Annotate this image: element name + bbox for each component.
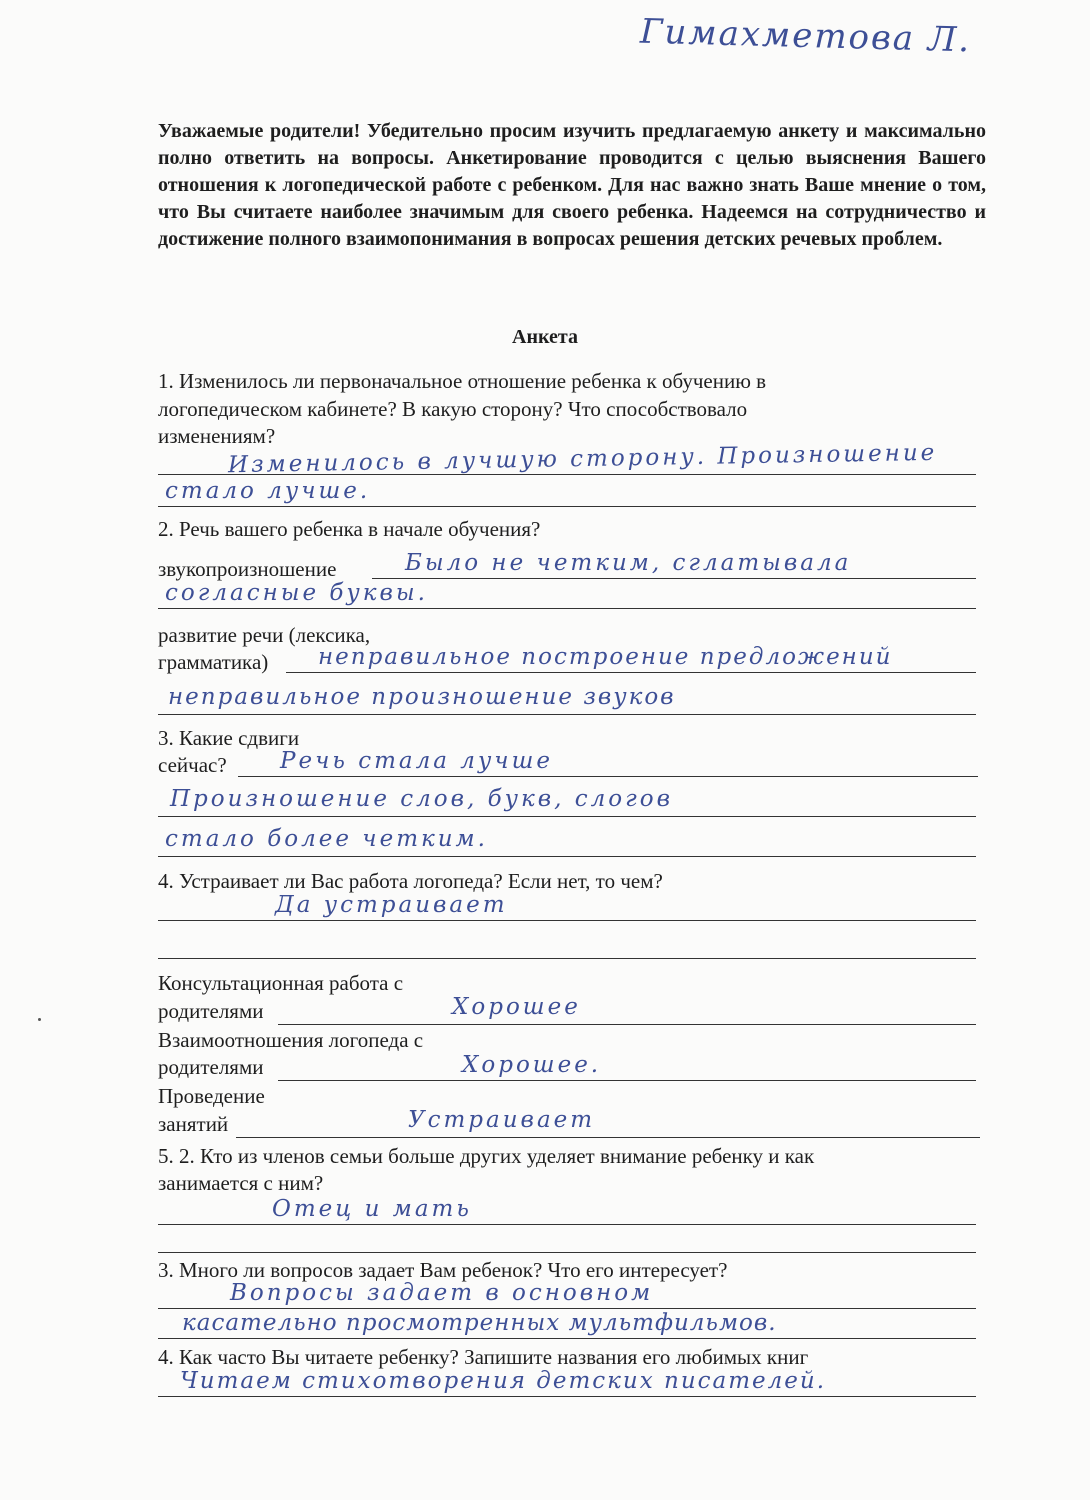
q6-answer-2: касательно просмотренных мультфильмов.	[182, 1310, 777, 1336]
q5-answer-line-2	[158, 1252, 976, 1253]
consult-label-2: родителями	[158, 999, 264, 1023]
q3-line-3	[158, 856, 976, 857]
consult-line	[278, 1024, 976, 1025]
q3-answer-1: Речь стала лучше	[280, 748, 553, 774]
q2-sound-answer-2: согласные буквы.	[165, 580, 428, 606]
q6-question: 3. Много ли вопросов задает Вам ребенок? Что его интересует?	[158, 1258, 728, 1282]
q3-answer-3: стало более четким.	[165, 826, 488, 852]
relations-line	[278, 1080, 976, 1081]
q3-label-2: сейчас?	[158, 753, 227, 777]
q1-line1: 1. Изменилось ли первоначальное отношение ребенка к обучению в	[158, 369, 767, 393]
q2-sound-answer-1: Было не четким, сглатывала	[405, 550, 852, 576]
lessons-line	[236, 1137, 980, 1138]
intro-paragraph: Уважаемые родители! Убедительно просим изучить предлагаемую анкету и максимально полно ответить на вопросы. Анкетирование проводится с целью выяснения Вашего отношения к логопедической работе с ребенком. Для нас важно знать Ваше мнение о том, что Вы считаете наиболее значимым для своего ребенка. Надеемся на сотрудничество и достижение полного взаимопонимания в вопросах решения детских речевых проблем.	[158, 120, 986, 250]
q2-dev-answer-1: неправильное построение предложений	[318, 644, 893, 670]
q2-dev-label-1: развитие речи (лексика,	[158, 623, 371, 647]
q1-line3: изменениям?	[158, 424, 276, 448]
q3-line-2	[158, 816, 976, 817]
q5-answer-1: Отец и мать	[272, 1196, 472, 1222]
q2-dev-line-2	[158, 714, 976, 715]
q3-answer-2: Произношение слов, букв, слогов	[170, 786, 674, 812]
handwritten-name: Гимахметова Л.	[639, 11, 972, 61]
q3-line-1	[238, 776, 978, 777]
q2-dev-label-2: грамматика)	[158, 650, 269, 674]
q5-line1: 5. 2. Кто из членов семьи больше других уделяет внимание ребенку и как	[158, 1144, 815, 1168]
q5-answer-line-1	[158, 1224, 976, 1225]
scan-speck	[38, 1018, 41, 1021]
q2-sound-line-1	[372, 578, 976, 579]
q2-sound-label: звукопроизношение	[158, 557, 337, 581]
lessons-label-2: занятий	[158, 1112, 229, 1136]
lessons-label-1: Проведение	[158, 1084, 265, 1108]
q7-answer-line-1	[158, 1396, 976, 1397]
q7-question: 4. Как часто Вы читаете ребенку? Запишите названия его любимых книг	[158, 1345, 809, 1369]
q1-line2: логопедическом кабинете? В какую сторону? Что способствовало	[158, 397, 748, 421]
q4-line-2	[158, 958, 976, 959]
q6-answer-line-2	[158, 1338, 976, 1339]
q1-answer-line-2	[158, 506, 976, 507]
q4-answer-1: Да устраивает	[275, 892, 508, 918]
q1-answer-2: стало лучше.	[165, 478, 371, 504]
q2-dev-line-1	[286, 672, 976, 673]
relations-answer: Хорошее.	[462, 1052, 602, 1078]
lessons-answer: Устраивает	[408, 1107, 596, 1133]
q3-label-1: 3. Какие сдвиги	[158, 726, 300, 750]
form-title: Анкета	[512, 326, 578, 348]
q4-line-1	[158, 920, 976, 921]
q5-line2: занимается с ним?	[158, 1171, 324, 1195]
relations-label-1: Взаимоотношения логопеда с	[158, 1028, 424, 1052]
consult-label-1: Консультационная работа с	[158, 971, 404, 995]
q1-answer-1: Изменилось в лучшую сторону. Произношение	[227, 439, 938, 479]
consult-answer: Хорошее	[452, 994, 581, 1020]
q4-question: 4. Устраивает ли Вас работа логопеда? Если нет, то чем?	[158, 869, 663, 893]
relations-label-2: родителями	[158, 1055, 264, 1079]
q2-dev-answer-2: неправильное произношение звуков	[168, 684, 676, 710]
q6-answer-line-1	[158, 1308, 976, 1309]
q2-question: 2. Речь вашего ребенка в начале обучения?	[158, 517, 541, 541]
q6-answer-1: Вопросы задает в основном	[230, 1280, 654, 1306]
q2-sound-line-2	[158, 608, 976, 609]
q7-answer-1: Читаем стихотворения детских писателей.	[180, 1368, 827, 1394]
